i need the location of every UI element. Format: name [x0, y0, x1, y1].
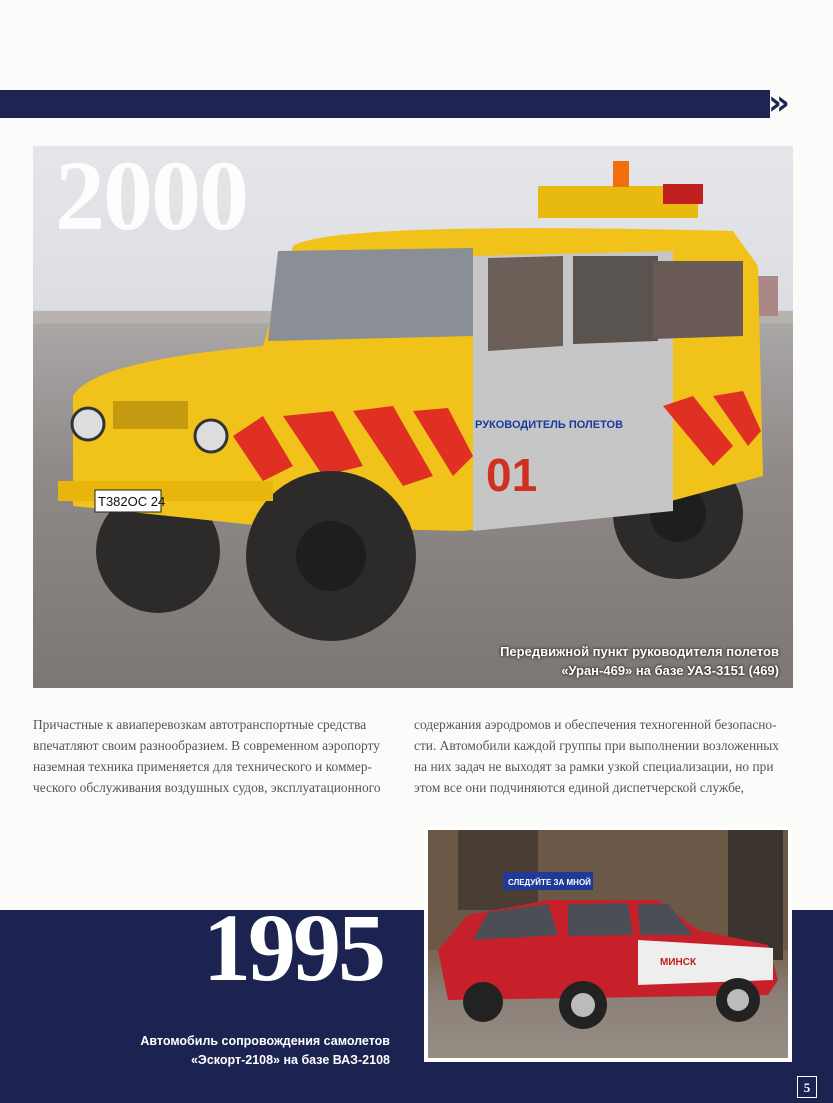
text-line: на них задач не выходят за рамки узкой специализации, но при	[414, 759, 774, 774]
roof-sign-text: СЛЕДУЙТЕ ЗА МНОЙ	[508, 878, 591, 887]
text-line: наземная техника применяется для технического и коммер-	[33, 759, 373, 774]
door-number: 01	[486, 449, 538, 501]
text-line: содержания аэродромов и обеспечения техногенной безопасно-	[414, 717, 777, 732]
vaz-illustration	[428, 830, 788, 1058]
caption-line: Передвижной пункт руководителя полетов	[500, 644, 779, 659]
photo-uaz	[33, 146, 793, 688]
photo1-caption	[500, 642, 779, 680]
caption-line: «Уран-469» на базе УАЗ-3151 (469)	[561, 663, 779, 678]
caption-line: «Эскорт-2108» на базе ВАЗ-2108	[190, 1053, 390, 1067]
door-logo-text: МИНСК	[660, 957, 697, 968]
body-text-column-1	[33, 714, 398, 798]
page-number: 5	[797, 1076, 817, 1098]
photo2-caption	[140, 1032, 390, 1070]
year-1995: 1995	[203, 894, 383, 1001]
chevron-right-icon: »	[768, 83, 782, 123]
photo-vaz	[424, 826, 792, 1062]
text-line: ческого обслуживания воздушных судов, эксплуатационного	[33, 780, 381, 795]
text-line: Причастные к авиаперевозкам автотранспортные средства	[33, 717, 367, 732]
year-2000: 2000	[55, 146, 247, 251]
text-line: этом все они подчиняются единой диспетчерской службе,	[414, 780, 745, 795]
door-text: РУКОВОДИТЕЛЬ ПОЛЕТОВ	[475, 419, 624, 431]
body-text-column-2	[414, 714, 794, 798]
header-band	[0, 90, 770, 118]
caption-line: Автомобиль сопровождения самолетов	[140, 1034, 390, 1048]
text-line: сти. Автомобили каждой группы при выполнении возложенных	[414, 738, 779, 753]
text-line: впечатляют своим разнообразием. В современном аэропорту	[33, 738, 380, 753]
license-plate: Т382ОС 24	[98, 494, 166, 509]
